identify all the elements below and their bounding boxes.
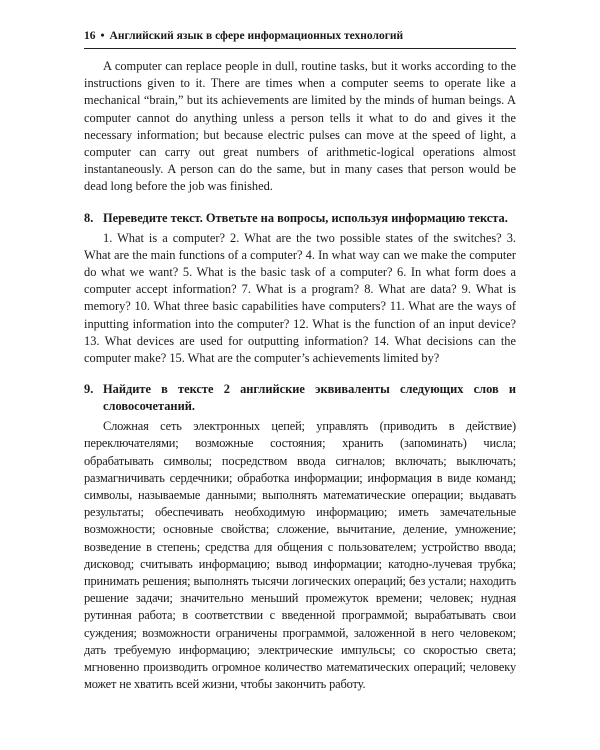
running-title: Английский язык в сфере информационных технологий <box>109 30 404 42</box>
task-8-number: 8. <box>84 210 94 225</box>
book-page <box>84 28 516 694</box>
page-number: 16 <box>84 30 96 42</box>
intro-paragraph: A computer can replace people in dull, routine tasks, but it works according to the instructions given to it. There are times when a computer seems to operate like a mechanical “brain,” but its achievements are limited by the minds of human beings. A computer cannot do anything unless a person tells it what to do and gives it the necessary information; but because electric pulses can move at the speed of light, a computer can carry out great numbers of arithmetic-logical operations almost instantaneously. A person can do the same, but in many cases that person would be dead long before the job was finished. <box>84 59 516 194</box>
task-8-heading <box>84 210 516 227</box>
task-9-heading <box>84 381 516 415</box>
task-9-text: Сложная сеть электронных цепей; управлять (приводить в действие) переключателями; возможные состояния; хранить (запоминать) числа; обрабатывать символы; посредством ввода сигналов; включать; выключать; размагничивать сердечники; обработка информации; информация в виде команд; символы, называемые данными; выполнять математические операции; выдавать результаты; обеспечивать необходимую информацию; иметь замечательные возможности; основные свойства; сложение, вычитание, деление, умножение; возведение в степень; средства для общения с пользователем; устройство ввода; дисковод; считывать информацию; вывод информации; катодно-лучевая трубка; принимать решения; выполнять тысячи логических операций; без устали; находить решение задачи; значительно меньший промежуток времени; человек; нудная рутинная работа; в соответствии с введенной программой; вырабатывать свои суждения; возможности ограничены программой, заложенной в него человеком; дать требуемую информацию; электрические импульсы; со скоростью света; мгновенно производить огромное количество математических операций; человеку может не хватить всей жизни, чтобы закончить работу. <box>84 419 516 692</box>
running-header <box>84 28 516 49</box>
task-8-title: Переведите текст. Ответьте на вопросы, используя информацию текста. <box>103 210 508 225</box>
task-9-number: 9. <box>84 382 94 397</box>
task-9-title: Найдите в тексте 2 английские эквиваленты следующих слов и словосочетаний. <box>103 382 516 414</box>
header-bullet: • <box>100 30 105 42</box>
task-8-questions: 1. What is a computer? 2. What are the two possible states of the switches? 3. What are the main functions of a computer? 4. In what way can we make the computer do what we want? 5. What is the basic task of a computer? 6. In what form does a computer accept information? 7. What is a program? 8. What are data? 9. What is memory? 10. What three basic capabilities have computers? 11. What are the ways of inputting information into the computer? 12. What is the function of an input device? 13. What devices are used for outputting information? 14. What decisions can the computer make? 15. What are the computer’s achievements limited by? <box>84 230 516 366</box>
